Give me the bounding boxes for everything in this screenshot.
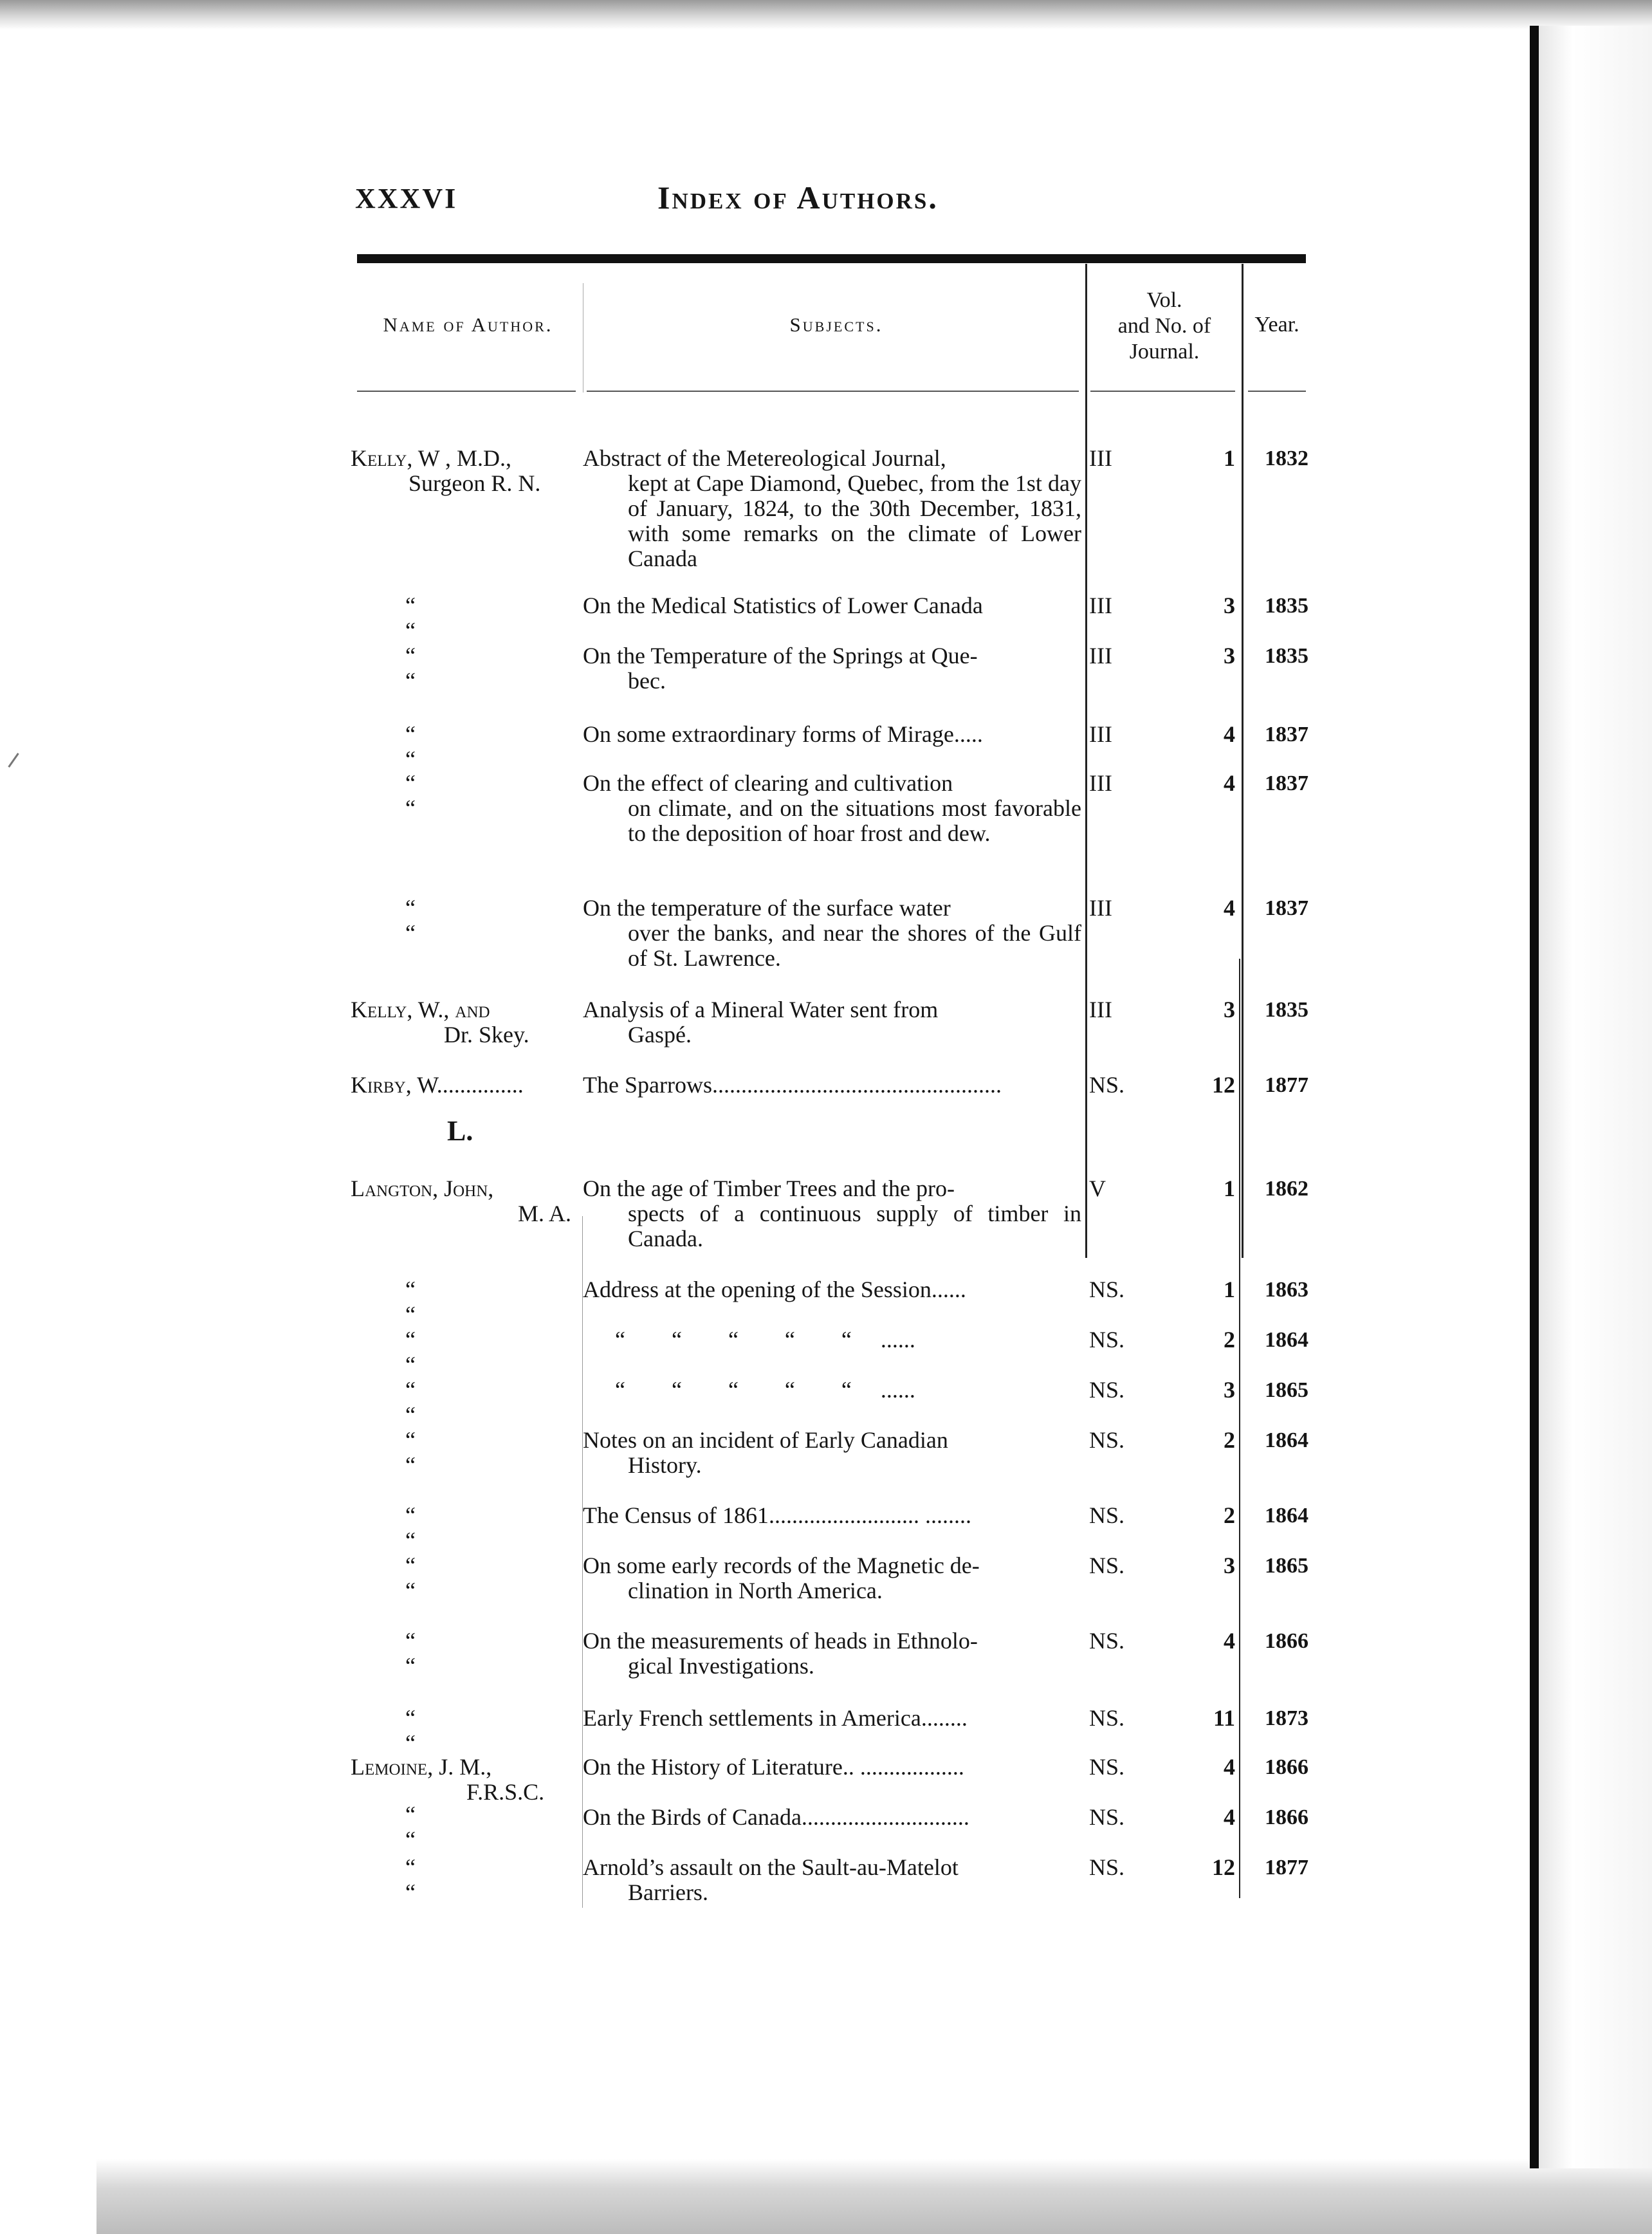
volume: NS. <box>1089 1553 1125 1578</box>
year: 1866 <box>1265 1805 1308 1829</box>
ditto-marks: “ “ <box>405 1502 506 1553</box>
volume: NS. <box>1089 1277 1125 1302</box>
volume: III <box>1089 997 1112 1022</box>
subject-line: Notes on an incident of Early Canadian <box>583 1427 948 1453</box>
author-cell <box>351 446 576 496</box>
subject-line: On the effect of clearing and cultivation <box>583 770 953 796</box>
subject-line: Address at the opening of the Session...... <box>583 1277 966 1302</box>
issue-number: 3 <box>1224 643 1235 669</box>
subject-cell <box>583 771 1081 846</box>
year: 1837 <box>1265 723 1308 746</box>
issue-number: 1 <box>1224 1176 1235 1201</box>
ditto-marks: “ “ <box>405 1377 506 1428</box>
subject-cell <box>583 1428 1081 1478</box>
author-name: Lemoine, J. M., <box>351 1754 492 1780</box>
year-column-rule-lower <box>1239 959 1240 1898</box>
year: 1864 <box>1265 1428 1308 1452</box>
header-rule-vol <box>1090 391 1235 392</box>
volume: NS. <box>1089 1377 1125 1403</box>
column-header-author: Name of Author. <box>383 313 553 336</box>
volume: NS. <box>1089 1502 1125 1528</box>
ditto-marks: “ “ <box>405 593 506 643</box>
vol-column-rule <box>1085 264 1087 1258</box>
subject-line: Arnold’s assault on the Sault-au-Matelot <box>583 1854 959 1880</box>
year: 1873 <box>1265 1706 1308 1730</box>
volume: III <box>1089 445 1112 471</box>
author-name: Kelly, W., and <box>351 997 490 1022</box>
issue-number: 3 <box>1224 1377 1235 1403</box>
subject-continuation: History. <box>628 1452 702 1478</box>
subject-line: Analysis of a Mineral Water sent from <box>583 997 939 1022</box>
subject-cell <box>583 1503 1081 1528</box>
issue-number: 3 <box>1224 997 1235 1022</box>
year: 1866 <box>1265 1629 1308 1653</box>
column-header-year: Year. <box>1254 313 1299 337</box>
ditto-marks: “ “ <box>405 770 506 821</box>
ditto-marks: “ “ <box>405 1802 506 1852</box>
subject-cell <box>583 1277 1081 1302</box>
ditto-marks: “ “ <box>405 721 506 772</box>
year: 1866 <box>1265 1755 1308 1779</box>
year: 1835 <box>1265 594 1308 618</box>
column-header-vol-line3: Journal. <box>1129 340 1200 364</box>
volume: NS. <box>1089 1754 1125 1780</box>
subject-continuation: on climate, and on the situations most favorable to the deposition of hoar frost and dew. <box>628 795 1081 846</box>
subject-cell <box>583 1855 1081 1905</box>
subject-line: Abstract of the Metereological Journal, <box>583 445 946 471</box>
year: 1865 <box>1265 1378 1308 1402</box>
subject-line: Early French settlements in America........ <box>583 1705 968 1731</box>
issue-number: 1 <box>1224 1277 1235 1302</box>
volume: III <box>1089 895 1112 921</box>
issue-number: 3 <box>1224 593 1235 618</box>
subject-cell <box>583 896 1081 971</box>
issue-number: 12 <box>1212 1072 1235 1098</box>
issue-number: 2 <box>1224 1327 1235 1352</box>
scan-edge-bottom <box>96 2159 1652 2234</box>
header-rule-year <box>1248 391 1306 392</box>
issue-number: 4 <box>1224 1804 1235 1830</box>
scan-page-fold <box>1539 26 1652 2168</box>
header-rule-author <box>357 391 576 392</box>
issue-number: 2 <box>1224 1502 1235 1528</box>
subject-line: On the Birds of Canada............................. <box>583 1804 969 1830</box>
ditto-marks: “ “ <box>405 1705 506 1756</box>
year: 1832 <box>1265 447 1308 470</box>
author-name: Langton, John, <box>351 1176 494 1201</box>
subject-line: On some extraordinary forms of Mirage..... <box>583 721 983 747</box>
subject-cell <box>583 997 1081 1048</box>
year: 1863 <box>1265 1278 1308 1302</box>
volume: NS. <box>1089 1854 1125 1880</box>
section-letter: L. <box>447 1115 473 1147</box>
issue-number: 12 <box>1212 1854 1235 1880</box>
subject-continuation: kept at Cape Diamond, Quebec, from the 1st day of January, 1824, to the 30th December, 1831, with some remarks on the climate of Lower Canada <box>628 470 1081 571</box>
header-rule-subject <box>587 391 1079 392</box>
year: 1865 <box>1265 1554 1308 1578</box>
issue-number: 2 <box>1224 1427 1235 1453</box>
subject-cell <box>583 1327 1081 1352</box>
issue-number: 11 <box>1213 1705 1235 1731</box>
subject-line: On the measurements of heads in Ethnolo- <box>583 1628 978 1654</box>
year: 1837 <box>1265 771 1308 795</box>
author-cell <box>351 997 576 1048</box>
author-title: F.R.S.C. <box>466 1779 545 1805</box>
ditto-marks: “ “ <box>405 643 506 694</box>
subject-cell <box>583 1629 1081 1679</box>
column-header-vol-line1: Vol. <box>1146 288 1182 312</box>
scan-page-edge <box>1530 26 1539 2168</box>
issue-number: 4 <box>1224 1754 1235 1780</box>
year: 1877 <box>1265 1073 1308 1097</box>
volume: III <box>1089 770 1112 796</box>
subject-cell <box>583 1805 1081 1830</box>
subject-line: On the age of Timber Trees and the pro- <box>583 1176 955 1201</box>
author-name: Kirby, W............... <box>351 1072 524 1098</box>
issue-number: 4 <box>1224 721 1235 747</box>
volume: NS. <box>1089 1327 1125 1352</box>
ditto-marks: “ “ <box>405 1553 506 1603</box>
year: 1864 <box>1265 1328 1308 1352</box>
ditto-marks: “ “ <box>405 1277 506 1327</box>
subject-continuation: spects of a continuous supply of timber in Canada. <box>628 1201 1081 1251</box>
subject-line: On the Medical Statistics of Lower Canada <box>583 593 983 618</box>
ditto-marks: “ “ <box>405 1327 506 1378</box>
ditto-marks: “ “ <box>405 1854 506 1905</box>
author-cell <box>351 1073 576 1098</box>
subject-cell <box>583 1755 1081 1780</box>
year-column-rule <box>1242 264 1244 1258</box>
subject-cell <box>583 1553 1081 1603</box>
scan-edge-top <box>0 0 1652 30</box>
author-name: Kelly, W , M.D., <box>351 445 512 471</box>
subject-cell <box>583 722 1081 747</box>
issue-number: 4 <box>1224 895 1235 921</box>
volume: III <box>1089 643 1112 669</box>
subject-continuation: bec. <box>628 668 666 694</box>
subject-continuation: over the banks, and near the shores of the Gulf of St. Lawrence. <box>628 920 1081 971</box>
subject-line: The Sparrows.................................................. <box>583 1072 1002 1098</box>
year: 1862 <box>1265 1177 1308 1201</box>
volume: V <box>1089 1176 1106 1201</box>
column-header-vol-line2: and No. of <box>1117 314 1211 338</box>
year: 1864 <box>1265 1504 1308 1528</box>
volume: NS. <box>1089 1427 1125 1453</box>
author-title: M. A. <box>518 1201 572 1226</box>
subject-ditto-line: “ “ “ “ “ ...... <box>615 1327 915 1352</box>
subject-line: On some early records of the Magnetic de- <box>583 1553 980 1578</box>
ditto-marks: “ “ <box>405 1628 506 1679</box>
issue-number: 4 <box>1224 1628 1235 1654</box>
volume: III <box>1089 593 1112 618</box>
author-coauthor: Dr. Skey. <box>444 1022 529 1048</box>
subject-cell <box>583 593 1081 618</box>
author-cell <box>351 1176 576 1226</box>
volume: NS. <box>1089 1804 1125 1830</box>
year: 1835 <box>1265 998 1308 1022</box>
volume: NS. <box>1089 1628 1125 1654</box>
subject-continuation: gical Investigations. <box>628 1653 814 1679</box>
subject-line: On the History of Literature.. .................. <box>583 1754 964 1780</box>
column-header-subjects: Subjects. <box>789 313 883 336</box>
year: 1877 <box>1265 1856 1308 1879</box>
year: 1837 <box>1265 896 1308 920</box>
volume: NS. <box>1089 1072 1125 1098</box>
issue-number: 3 <box>1224 1553 1235 1578</box>
page-title: Index of Authors. <box>657 180 939 216</box>
subject-cell <box>583 446 1081 571</box>
subject-cell <box>583 1176 1081 1251</box>
issue-number: 1 <box>1224 445 1235 471</box>
page-number: XXXVI <box>355 183 458 214</box>
ditto-marks: “ “ <box>405 895 506 946</box>
year: 1835 <box>1265 644 1308 668</box>
author-cell <box>351 1755 576 1805</box>
scan-mark <box>8 753 19 768</box>
subject-cell <box>583 1378 1081 1403</box>
subject-cell <box>583 1073 1081 1098</box>
subject-ditto-line: “ “ “ “ “ ...... <box>615 1377 915 1403</box>
volume: NS. <box>1089 1705 1125 1731</box>
author-title: Surgeon R. N. <box>408 470 541 496</box>
ditto-marks: “ “ <box>405 1427 506 1478</box>
subject-line: On the Temperature of the Springs at Que- <box>583 643 978 669</box>
table-top-rule <box>357 254 1306 263</box>
subject-line: On the temperature of the surface water <box>583 895 951 921</box>
subject-continuation: clination in North America. <box>628 1578 883 1603</box>
subject-continuation: Barriers. <box>628 1879 708 1905</box>
issue-number: 4 <box>1224 770 1235 796</box>
subject-line: The Census of 1861.......................... ........ <box>583 1502 971 1528</box>
volume: III <box>1089 721 1112 747</box>
subject-cell <box>583 643 1081 694</box>
subject-continuation: Gaspé. <box>628 1022 692 1048</box>
subject-cell <box>583 1706 1081 1731</box>
